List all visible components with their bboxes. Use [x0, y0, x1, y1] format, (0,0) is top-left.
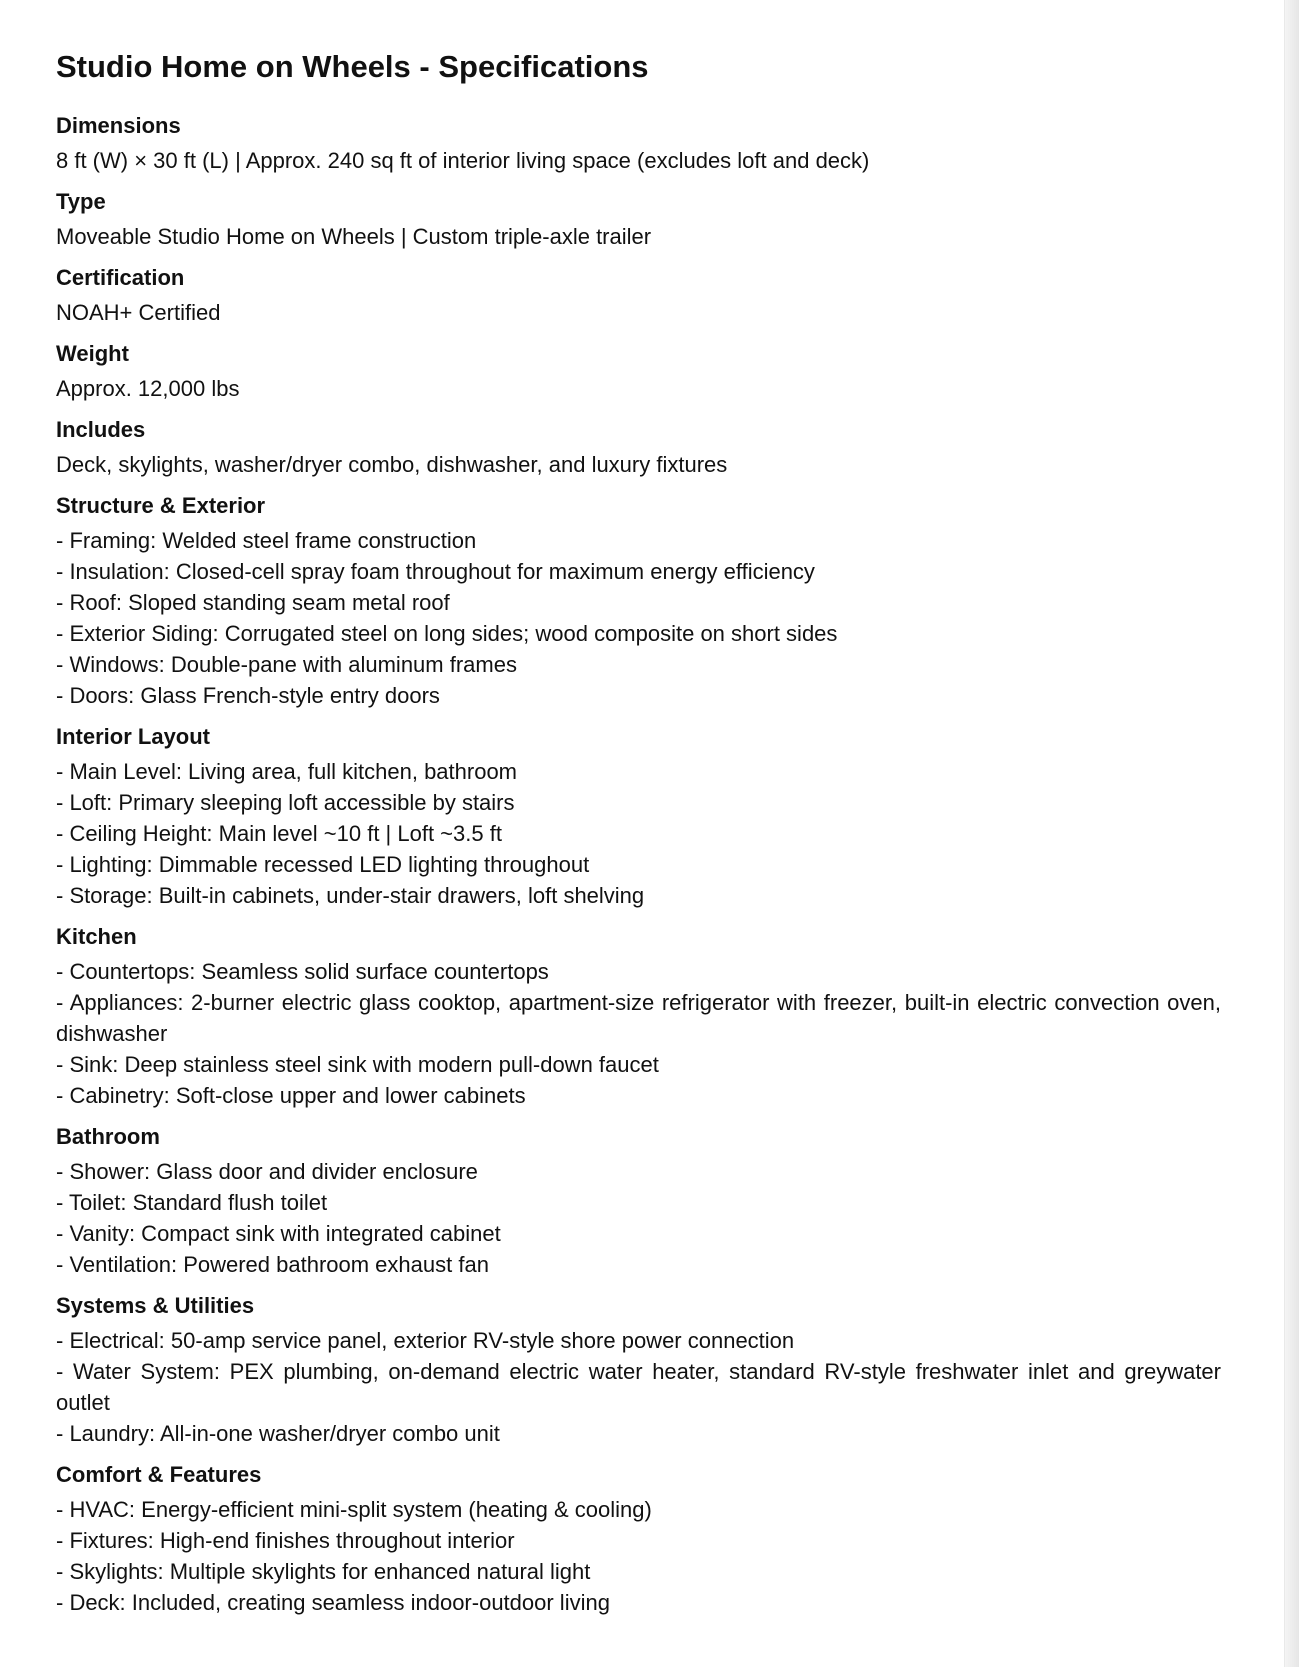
section-heading: Includes — [56, 417, 146, 443]
spec-line: - Skylights: Multiple skylights for enhanced natural light — [56, 1559, 591, 1585]
spec-line: - Roof: Sloped standing seam metal roof — [56, 590, 450, 616]
spec-section — [56, 491, 1221, 711]
spec-section — [56, 415, 1221, 480]
spec-section — [56, 922, 1221, 1111]
spec-line: - Main Level: Living area, full kitchen, bathroom — [56, 759, 518, 785]
spec-line: - Windows: Double-pane with aluminum frames — [56, 652, 517, 678]
spec-line: NOAH+ Certified — [56, 300, 221, 326]
spec-document — [56, 48, 1221, 1629]
spec-line: - Water System: PEX plumbing, on-demand electric water heater, standard RV-style freshwater inlet and greywater outlet — [56, 1359, 1221, 1416]
spec-line: - Laundry: All-in-one washer/dryer combo unit — [56, 1421, 500, 1447]
spec-line: - Framing: Welded steel frame construction — [56, 528, 477, 554]
spec-line: - Exterior Siding: Corrugated steel on long sides; wood composite on short sides — [56, 621, 838, 647]
spec-line: - Shower: Glass door and divider enclosure — [56, 1159, 478, 1185]
spec-line: Deck, skylights, washer/dryer combo, dishwasher, and luxury fixtures — [56, 452, 728, 478]
spec-line: - Storage: Built-in cabinets, under-stair drawers, loft shelving — [56, 883, 645, 909]
spec-line: - Ceiling Height: Main level ~10 ft | Loft ~3.5 ft — [56, 821, 502, 847]
spec-line: - Appliances: 2-burner electric glass cooktop, apartment-size refrigerator with freezer, built-in electric convection oven, dishwasher — [56, 990, 1221, 1047]
spec-section — [56, 1122, 1221, 1280]
section-heading: Kitchen — [56, 924, 137, 950]
spec-line: - Doors: Glass French-style entry doors — [56, 683, 440, 709]
section-heading: Systems & Utilities — [56, 1293, 255, 1319]
section-heading: Comfort & Features — [56, 1462, 262, 1488]
spec-line: - Vanity: Compact sink with integrated cabinet — [56, 1221, 501, 1247]
spec-line: - Ventilation: Powered bathroom exhaust fan — [56, 1252, 489, 1278]
spec-section — [56, 339, 1221, 404]
spec-section — [56, 722, 1221, 911]
spec-line: - HVAC: Energy-efficient mini-split system (heating & cooling) — [56, 1497, 652, 1523]
section-heading: Bathroom — [56, 1124, 160, 1150]
spec-line: Moveable Studio Home on Wheels | Custom triple-axle trailer — [56, 224, 652, 250]
spec-section — [56, 1291, 1221, 1449]
spec-section — [56, 263, 1221, 328]
section-heading: Weight — [56, 341, 129, 367]
spec-line: - Deck: Included, creating seamless indoor-outdoor living — [56, 1590, 610, 1616]
spec-line: 8 ft (W) × 30 ft (L) | Approx. 240 sq ft of interior living space (excludes loft and deck) — [56, 148, 870, 174]
spec-line: - Electrical: 50-amp service panel, exterior RV-style shore power connection — [56, 1328, 795, 1354]
spec-line: - Sink: Deep stainless steel sink with modern pull-down faucet — [56, 1052, 659, 1078]
spec-line: - Loft: Primary sleeping loft accessible by stairs — [56, 790, 515, 816]
section-heading: Structure & Exterior — [56, 493, 266, 519]
spec-section — [56, 1460, 1221, 1618]
section-heading: Dimensions — [56, 113, 181, 139]
spec-line: - Countertops: Seamless solid surface countertops — [56, 959, 549, 985]
spec-line: - Cabinetry: Soft-close upper and lower cabinets — [56, 1083, 526, 1109]
spec-line: - Insulation: Closed-cell spray foam throughout for maximum energy efficiency — [56, 559, 815, 585]
spec-line: - Toilet: Standard flush toilet — [56, 1190, 328, 1216]
spec-sections — [56, 111, 1221, 1618]
page-edge-shadow — [1284, 0, 1299, 1667]
spec-line: - Fixtures: High-end finishes throughout interior — [56, 1528, 515, 1554]
spec-section — [56, 111, 1221, 176]
spec-line: Approx. 12,000 lbs — [56, 376, 240, 402]
section-heading: Type — [56, 189, 106, 215]
document-title: Studio Home on Wheels - Specifications — [56, 49, 649, 84]
section-heading: Interior Layout — [56, 724, 211, 750]
spec-section — [56, 187, 1221, 252]
section-heading: Certification — [56, 265, 185, 291]
spec-line: - Lighting: Dimmable recessed LED lighting throughout — [56, 852, 590, 878]
